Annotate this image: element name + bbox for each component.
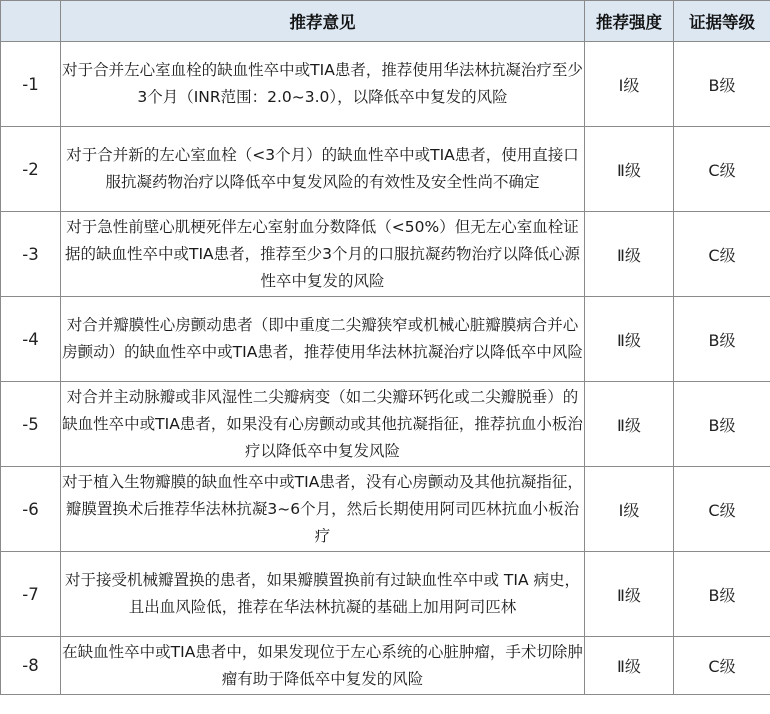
recommendation-text: 对合并瓣膜性心房颤动患者（即中重度二尖瓣狭窄或机械心脏瓣膜病合并心房颤动）的缺血性卒中或TIA患者，推荐使用华法林抗凝治疗以降低卒中风险 xyxy=(61,297,585,382)
header-index xyxy=(1,1,61,42)
table-row xyxy=(1,382,770,467)
row-index: -8 xyxy=(1,637,61,695)
header-strength: 推荐强度 xyxy=(585,1,674,42)
table-row xyxy=(1,42,770,127)
row-index: -2 xyxy=(1,127,61,212)
row-index: -3 xyxy=(1,212,61,297)
strength-value: Ⅱ级 xyxy=(585,382,674,467)
evidence-value: B级 xyxy=(674,297,770,382)
table-row xyxy=(1,467,770,552)
recommendation-text: 在缺血性卒中或TIA患者中，如果发现位于左心系统的心脏肿瘤，手术切除肿瘤有助于降低卒中复发的风险 xyxy=(61,637,585,695)
table-row xyxy=(1,552,770,637)
strength-value: Ⅱ级 xyxy=(585,552,674,637)
recommendation-text: 对于植入生物瓣膜的缺血性卒中或TIA患者，没有心房颤动及其他抗凝指征，瓣膜置换术后推荐华法林抗凝3~6个月，然后长期使用阿司匹林抗血小板治疗 xyxy=(61,467,585,552)
strength-value: Ⅱ级 xyxy=(585,297,674,382)
table-row xyxy=(1,297,770,382)
row-index: -4 xyxy=(1,297,61,382)
recommendation-text: 对合并主动脉瓣或非风湿性二尖瓣病变（如二尖瓣环钙化或二尖瓣脱垂）的缺血性卒中或TIA患者，如果没有心房颤动或其他抗凝指征，推荐抗血小板治疗以降低卒中复发风险 xyxy=(61,382,585,467)
row-index: -5 xyxy=(1,382,61,467)
recommendation-text: 对于合并左心室血栓的缺血性卒中或TIA患者，推荐使用华法林抗凝治疗至少3个月（INR范围：2.0~3.0），以降低卒中复发的风险 xyxy=(61,42,585,127)
evidence-value: C级 xyxy=(674,127,770,212)
strength-value: Ⅱ级 xyxy=(585,127,674,212)
evidence-value: C级 xyxy=(674,467,770,552)
table-row xyxy=(1,212,770,297)
evidence-value: B级 xyxy=(674,552,770,637)
strength-value: Ⅱ级 xyxy=(585,212,674,297)
header-recommendation: 推荐意见 xyxy=(61,1,585,42)
evidence-value: B级 xyxy=(674,42,770,127)
row-index: -7 xyxy=(1,552,61,637)
evidence-value: C级 xyxy=(674,637,770,695)
evidence-value: C级 xyxy=(674,212,770,297)
header-evidence: 证据等级 xyxy=(674,1,770,42)
strength-value: Ⅰ级 xyxy=(585,467,674,552)
evidence-value: B级 xyxy=(674,382,770,467)
table-row xyxy=(1,637,770,695)
recommendation-text: 对于接受机械瓣置换的患者，如果瓣膜置换前有过缺血性卒中或 TIA 病史，且出血风险低，推荐在华法林抗凝的基础上加用阿司匹林 xyxy=(61,552,585,637)
row-index: -6 xyxy=(1,467,61,552)
recommendation-text: 对于急性前壁心肌梗死伴左心室射血分数降低（<50%）但无左心室血栓证据的缺血性卒中或TIA患者，推荐至少3个月的口服抗凝药物治疗以降低心源性卒中复发的风险 xyxy=(61,212,585,297)
table-header-row xyxy=(1,1,770,42)
strength-value: Ⅰ级 xyxy=(585,42,674,127)
recommendation-text: 对于合并新的左心室血栓（<3个月）的缺血性卒中或TIA患者，使用直接口服抗凝药物治疗以降低卒中复发风险的有效性及安全性尚不确定 xyxy=(61,127,585,212)
table-row xyxy=(1,127,770,212)
row-index: -1 xyxy=(1,42,61,127)
strength-value: Ⅱ级 xyxy=(585,637,674,695)
